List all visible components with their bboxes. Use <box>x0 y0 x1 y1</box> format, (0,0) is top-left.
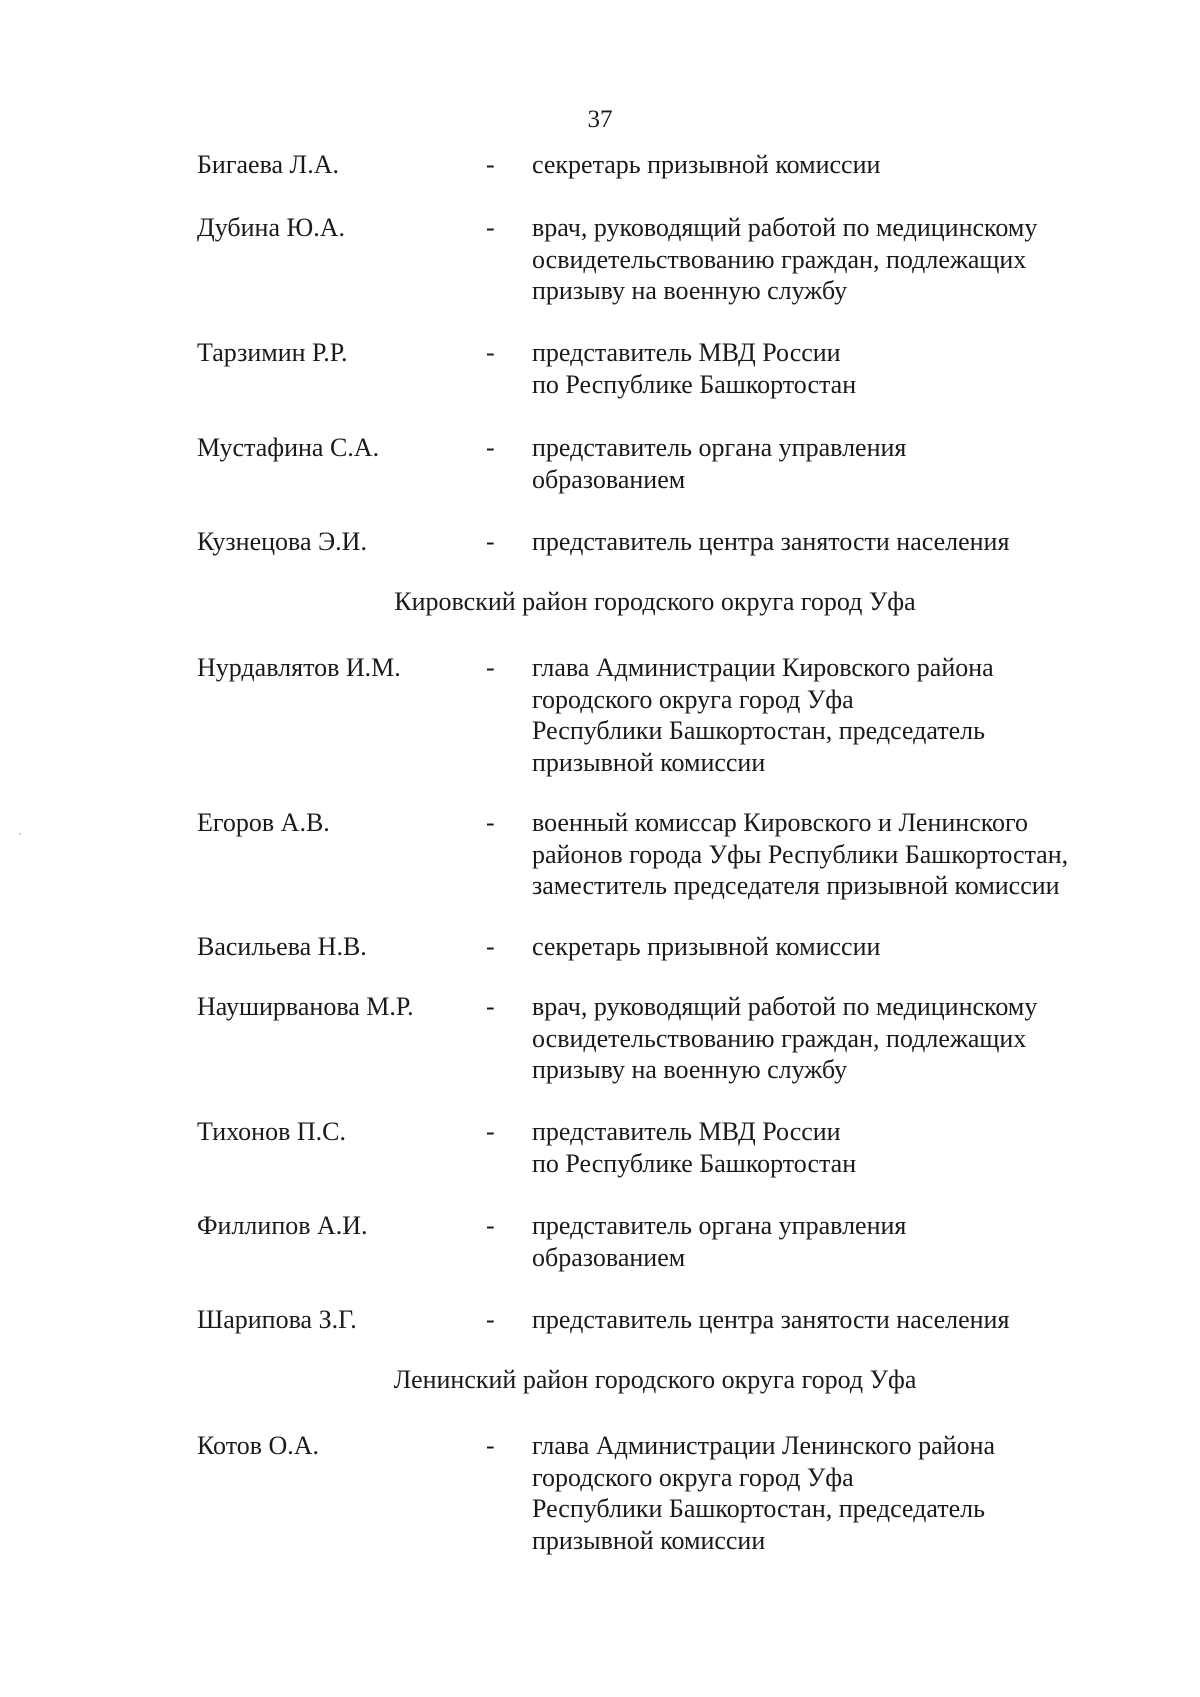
role-line: глава Администрации Кировского района <box>532 653 994 682</box>
member-dash: - <box>486 932 495 961</box>
member-dash: - <box>486 1305 495 1334</box>
member-role <box>532 991 1122 1086</box>
role-line: Республики Башкортостан, председатель <box>532 716 985 745</box>
role-line: Республики Башкортостан, председатель <box>532 1494 985 1523</box>
member-dash: - <box>486 1117 495 1146</box>
role-line: освидетельствованию граждан, подлежащих <box>532 244 1027 274</box>
role-line: представитель центра занятости населения <box>532 1305 1010 1334</box>
member-role <box>532 652 1122 778</box>
member-dash: - <box>486 1431 495 1460</box>
role-line: представитель МВД России <box>532 338 841 367</box>
member-dash: - <box>486 1211 495 1240</box>
member-name: Котов О.А. <box>197 1431 320 1460</box>
role-line: образованием <box>532 1242 686 1272</box>
member-name: Дубина Ю.А. <box>197 213 345 242</box>
member-role <box>532 337 1122 400</box>
member-name: Шарипова З.Г. <box>197 1305 357 1334</box>
section-heading-leninsky: Ленинский район городского округа город Уфа <box>393 1365 917 1394</box>
role-line: представитель МВД России <box>532 1117 841 1146</box>
member-role <box>532 1430 1122 1556</box>
member-role <box>532 807 1122 902</box>
member-dash: - <box>486 527 495 556</box>
member-dash: - <box>486 338 495 367</box>
member-role <box>532 526 1122 558</box>
member-role <box>532 1304 1122 1336</box>
role-line: призыву на военную службу <box>532 276 848 305</box>
member-dash: - <box>486 150 495 179</box>
role-line: глава Администрации Ленинского района <box>532 1431 996 1460</box>
role-line: представитель органа управления <box>532 1211 907 1240</box>
role-line: представитель центра занятости населения <box>532 527 1010 556</box>
role-line: районов города Уфы Республики Башкортостан, <box>532 839 1069 869</box>
role-line: образованием <box>532 464 686 494</box>
role-line: городского округа город Уфа <box>532 684 854 714</box>
role-line: освидетельствованию граждан, подлежащих <box>532 1023 1027 1053</box>
role-line: по Республике Башкортостан <box>532 1148 857 1178</box>
role-line: призыву на военную службу <box>532 1055 848 1084</box>
role-line: военный комиссар Кировского и Ленинского <box>532 808 1029 837</box>
member-name: Науширванова М.Р. <box>197 992 414 1021</box>
role-line: представитель органа управления <box>532 433 907 462</box>
section-heading-kirovsky: Кировский район городского округа город Уфа <box>394 587 916 616</box>
member-role <box>532 931 1122 963</box>
member-role <box>532 1210 1122 1273</box>
role-line: по Республике Башкортостан <box>532 369 857 399</box>
member-name: Филлипов А.И. <box>197 1211 368 1240</box>
member-dash: - <box>486 992 495 1021</box>
role-line: городского округа город Уфа <box>532 1462 854 1492</box>
role-line: секретарь призывной комиссии <box>532 932 881 961</box>
member-dash: - <box>486 213 495 242</box>
scan-speck <box>19 833 21 835</box>
member-name: Мустафина С.А. <box>197 433 380 462</box>
member-name: Егоров А.В. <box>197 808 330 837</box>
member-role <box>532 212 1122 307</box>
member-name: Васильева Н.В. <box>197 932 367 961</box>
member-name: Тарзимин Р.Р. <box>197 338 348 367</box>
member-dash: - <box>486 433 495 462</box>
role-line: призывной комиссии <box>532 747 766 777</box>
member-name: Кузнецова Э.И. <box>197 527 367 556</box>
role-line: заместитель председателя призывной комиссии <box>532 871 1060 900</box>
member-name: Тихонов П.С. <box>197 1117 346 1146</box>
member-role <box>532 1116 1122 1179</box>
role-line: призывной комиссии <box>532 1525 766 1555</box>
role-line: врач, руководящий работой по медицинскому <box>532 213 1038 242</box>
role-line: врач, руководящий работой по медицинскому <box>532 992 1038 1021</box>
member-name: Бигаева Л.А. <box>197 150 339 179</box>
role-line: секретарь призывной комиссии <box>532 150 881 179</box>
member-dash: - <box>486 808 495 837</box>
member-dash: - <box>486 653 495 682</box>
page-number: 37 <box>587 106 613 133</box>
member-name: Нурдавлятов И.М. <box>197 653 401 682</box>
member-role <box>532 149 1122 181</box>
member-role <box>532 432 1122 495</box>
